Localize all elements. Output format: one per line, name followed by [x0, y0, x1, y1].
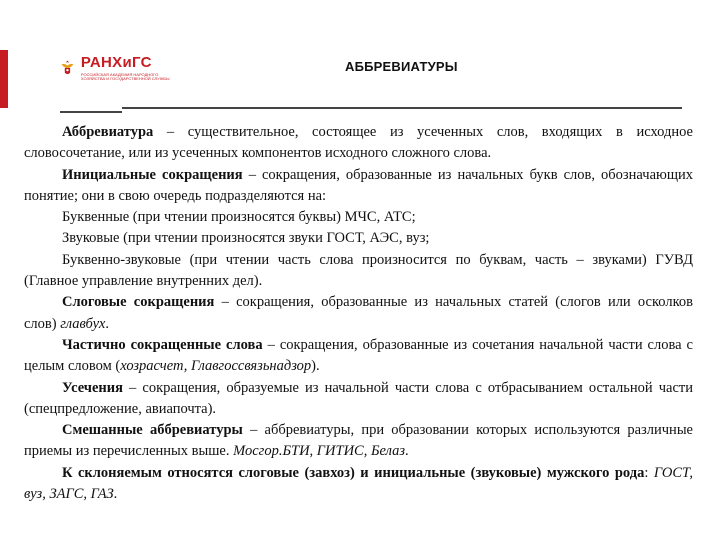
paragraph — [24, 463, 693, 506]
eagle-emblem-icon — [60, 52, 75, 84]
tail: . — [105, 315, 109, 332]
paragraph — [24, 335, 693, 378]
paragraph — [24, 165, 693, 208]
left-accent-bar — [0, 50, 8, 108]
definition: – сокращения, образованные из начальных статей (слогов или осколков слов) — [24, 294, 693, 332]
definition: : — [644, 464, 654, 481]
paragraph: Звуковые (при чтении произносятся звуки ГОСТ, АЭС, вуз; — [62, 230, 430, 247]
definition: – сокращения, образованные из сочетания начальной части слова с целым словом ( — [24, 336, 693, 375]
term: Смешанные аббревиатуры — [62, 422, 243, 439]
divider-long — [122, 107, 682, 109]
definition: – сокращения, образованные из начальных букв слов, обозначающих понятие; они в свою очередь подразделяются на: — [24, 166, 694, 204]
term: Инициальные сокращения — [62, 166, 243, 183]
paragraph — [24, 420, 693, 463]
page-title: АББРЕВИАТУРЫ — [345, 59, 458, 74]
term: Слоговые сокращения — [62, 294, 215, 311]
paragraph: Буквенные (при чтении произносятся буквы) МЧС, АТС; — [62, 209, 416, 226]
tail: . — [405, 443, 409, 460]
example: Мосгор.БТИ, ГИТИС, Белаз — [233, 443, 406, 460]
definition: – аббревиатуры, при образовании которых используются различные приемы из перечисленных выше. — [24, 422, 693, 460]
example: ГОСТ, вуз, ЗАГС, ГАЗ — [24, 464, 694, 503]
example: главбух — [60, 315, 106, 332]
body-text — [24, 122, 693, 505]
definition: – существительное, состоящее из усеченных слов, входящих в исходное словосочетание, или из усеченных компонентов исходного сложного слова. — [24, 124, 693, 162]
paragraph — [24, 122, 693, 165]
term: Частично сокращенные слова — [62, 336, 263, 353]
tail: ). — [311, 358, 320, 375]
paragraph: Буквенно-звуковые (при чтении часть слова произносится по буквам, часть – звуками) ГУВД (Главное управление внутренних дел). — [24, 251, 693, 290]
divider-short — [60, 111, 122, 113]
logo-subtext: РОССИЙСКАЯ АКАДЕМИЯ НАРОДНОГО ХОЗЯЙСТВА И ГОСУДАРСТВЕННОЙ СЛУЖБЫ — [80, 72, 170, 81]
paragraph — [24, 292, 693, 335]
paragraph — [24, 378, 693, 421]
logo — [60, 50, 170, 86]
tail: . — [113, 486, 118, 503]
example: хозрасчет, Главгоссвязьнадзор — [120, 358, 312, 375]
term: Усечения — [62, 379, 123, 396]
logo-text: РАНХиГС — [80, 54, 152, 71]
term: К склоняемым относятся слоговые (завхоз) и инициальные (звуковые) мужского рода — [62, 464, 645, 481]
term: Аббревиатура — [62, 124, 154, 140]
definition: – сокращения, образуемые из начальной части слова с отбрасыванием остальной части (спецпредложение, авиапочта). — [24, 379, 693, 417]
